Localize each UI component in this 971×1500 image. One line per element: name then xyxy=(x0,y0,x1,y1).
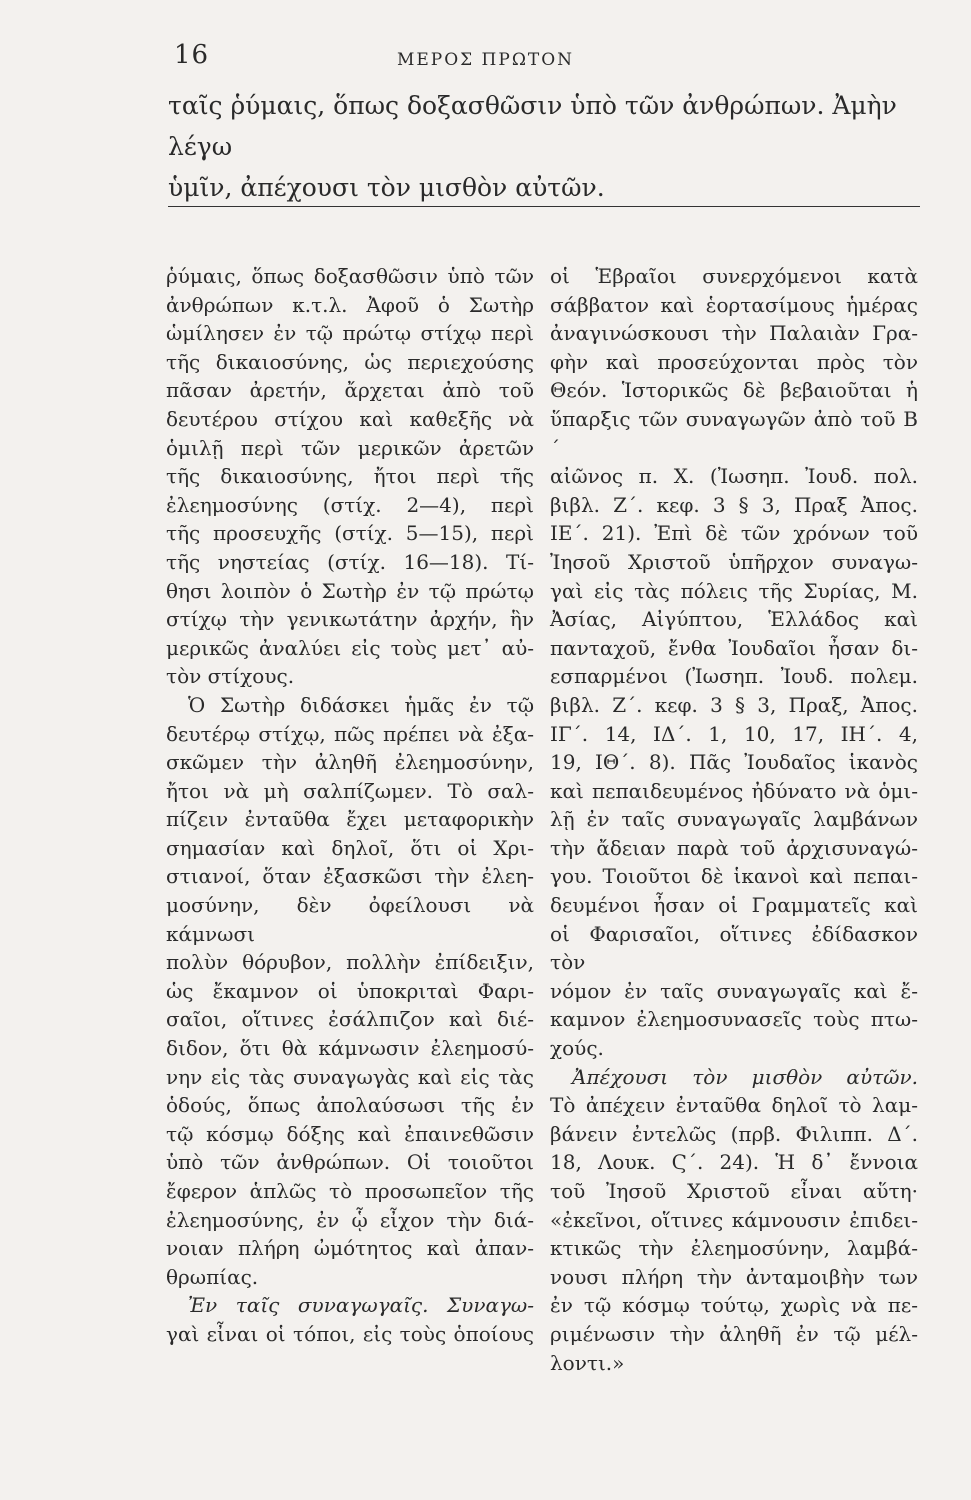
commentary-line: πολὺν θόρυβον, πολλὴν ἐπίδειξιν, xyxy=(166,950,534,975)
commentary-line: «ἐκεῖνοι, οἵτινες κάμνουσιν ἐπιδει- xyxy=(550,1207,918,1232)
commentary-line: λοντι.» xyxy=(550,1350,625,1375)
commentary-line: θησι λοιπὸν ὁ Σωτὴρ ἐν τῷ πρώτῳ xyxy=(166,578,534,603)
commentary-line: αἰῶνος π. Χ. (Ἰωσηπ. Ἰουδ. πολ. xyxy=(550,464,918,489)
commentary-line: λῇ ἐν ταῖς συναγωγαῖς λαμβάνων xyxy=(550,807,918,832)
commentary-line: σημασίαν καὶ δηλοῖ, ὅτι οἱ Χρι- xyxy=(166,835,534,860)
commentary-right-column xyxy=(550,262,918,1377)
commentary-line: ἐλεημοσύνης (στίχ. 2—4), περὶ xyxy=(166,492,534,517)
main-text xyxy=(168,85,938,208)
commentary-line: δευτέρῳ στίχῳ, πῶς πρέπει νὰ ἐξα- xyxy=(166,721,534,746)
commentary-line: οἱ Ἑβραῖοι συνερχόμενοι κατὰ xyxy=(550,264,918,288)
commentary-line: γου. Τοιοῦτοι δὲ ἱκανοὶ καὶ πεπαι- xyxy=(550,864,918,889)
main-text-line: ὑμῖν, ἀπέχουσι τὸν μισθὸν αὐτῶν. xyxy=(168,173,605,202)
commentary-line: Ἀπέχουσι τὸν μισθὸν αὐτῶν. xyxy=(572,1064,918,1089)
commentary-line: τῆς δικαιοσύνης, ἤτοι περὶ τῆς xyxy=(166,464,534,489)
main-text-line: ταῖς ῥύμαις, ὅπως δοξασθῶσιν ὑπὸ τῶν ἀνθρώπων. Ἀμὴν λέγω xyxy=(168,91,897,161)
commentary-line: σάββατον καὶ ἑορτασίμους ἡμέρας xyxy=(550,292,918,317)
commentary-line: Ὁ Σωτὴρ διδάσκει ἡμᾶς ἐν τῷ xyxy=(188,692,534,717)
commentary-line: φὴν καὶ προσεύχονται πρὸς τὸν xyxy=(550,349,918,374)
commentary-line: Ἐν ταῖς συναγωγαῖς. Συναγω- xyxy=(188,1293,534,1318)
commentary-line: ὁμιλῇ περὶ τῶν μερικῶν ἀρετῶν xyxy=(166,435,534,460)
commentary-line: ὑπὸ τῶν ἀνθρώπων. Οἱ τοιοῦτοι xyxy=(166,1150,534,1175)
commentary-line: θρωπίας. xyxy=(166,1264,259,1289)
commentary-line: στιανοί, ὅταν ἐξασκῶσι τὴν ἐλεη- xyxy=(166,864,534,889)
commentary-line: βάνειν ἐντελῶς (πρβ. Φιλιππ. Δ´. xyxy=(550,1121,918,1146)
commentary-line: ὁδούς, ὅπως ἀπολαύσωσι τῆς ἐν xyxy=(166,1093,534,1118)
commentary-line: τῆς δικαιοσύνης, ὡς περιεχούσης xyxy=(166,349,534,374)
commentary-line: ὕπαρξις τῶν συναγωγῶν ἀπὸ τοῦ Β´ xyxy=(550,406,918,460)
commentary-line: ὡς ἔκαμνον οἱ ὑποκριταὶ Φαρι- xyxy=(166,978,534,1003)
commentary-line: τοῦ Ἰησοῦ Χριστοῦ εἶναι αὕτη· xyxy=(550,1179,918,1203)
page-number: 16 xyxy=(174,40,210,70)
commentary-line: ἐν τῷ κόσμῳ τούτῳ, χωρὶς νὰ πε- xyxy=(550,1293,918,1318)
commentary-line: νόμον ἐν ταῖς συναγωγαῖς καὶ ἔ- xyxy=(550,978,918,1003)
commentary-line: βιβλ. Ζ´. κεφ. 3 § 3, Πραξ Ἀπος. xyxy=(550,492,918,517)
commentary-line: σκῶμεν τὴν ἀληθῆ ἐλεημοσύνην, xyxy=(166,750,534,775)
commentary-line: νην εἰς τὰς συναγωγὰς καὶ εἰς τὰς xyxy=(166,1064,534,1089)
commentary-line: τῆς προσευχῆς (στίχ. 5—15), περὶ xyxy=(166,521,534,546)
commentary-line: καὶ πεπαιδευμένος ἠδύνατο νὰ ὁμι- xyxy=(550,778,918,803)
commentary-line: κτικῶς τὴν ἐλεημοσύνην, λαμβά- xyxy=(550,1236,918,1261)
commentary-line: ἐλεημοσύνης, ἐν ᾧ εἶχον τὴν διά- xyxy=(166,1207,534,1232)
commentary-line: ὡμίλησεν ἐν τῷ πρώτῳ στίχῳ περὶ xyxy=(166,321,534,346)
commentary-line: ριμένωσιν τὴν ἀληθῆ ἐν τῷ μέλ- xyxy=(550,1321,918,1346)
commentary-line: Ἀσίας, Αἰγύπτου, Ἑλλάδος καὶ xyxy=(550,607,918,632)
commentary-line: Τὸ ἀπέχειν ἐνταῦθα δηλοῖ τὸ λαμ- xyxy=(550,1093,918,1118)
commentary-line: ΙΕ´. 21). Ἐπὶ δὲ τῶν χρόνων τοῦ xyxy=(550,521,918,546)
commentary-line: Ἰησοῦ Χριστοῦ ὑπῆρχον συναγω- xyxy=(550,549,918,574)
commentary-line: ἔφερον ἁπλῶς τὸ προσωπεῖον τῆς xyxy=(166,1179,534,1203)
commentary-line: πίζειν ἐνταῦθα ἔχει μεταφορικὴν xyxy=(166,807,534,832)
commentary-line: 18, Λουκ. Ϛ´. 24). Ἡ δ᾽ ἔννοια xyxy=(550,1150,918,1175)
commentary-line: Θεόν. Ἱστορικῶς δὲ βεβαιοῦται ἡ xyxy=(550,378,918,403)
commentary-line: καμνον ἐλεημοσυνασεῖς τοὺς πτω- xyxy=(550,1007,918,1032)
commentary-line: ἀνθρώπων κ.τ.λ. Ἀφοῦ ὁ Σωτὴρ xyxy=(166,292,534,317)
commentary-line: μερικῶς ἀναλύει εἰς τοὺς μετ᾽ αὐ- xyxy=(166,635,534,660)
commentary-line: τῆς νηστείας (στίχ. 16—18). Τί- xyxy=(166,549,534,574)
commentary-line: μοσύνην, δὲν ὀφείλουσι νὰ κάμνωσι xyxy=(166,893,534,946)
commentary-line: γαὶ εἰς τὰς πόλεις τῆς Συρίας, Μ. xyxy=(550,578,918,603)
commentary-line: διδον, ὅτι θὰ κάμνωσιν ἐλεημοσύ- xyxy=(166,1036,534,1061)
commentary-line: δευμένοι ἦσαν οἱ Γραμματεῖς καὶ xyxy=(550,893,918,918)
commentary-line: πανταχοῦ, ἔνθα Ἰουδαῖοι ἦσαν δι- xyxy=(550,635,918,660)
commentary-line: νοιαν πλήρη ὠμότητος καὶ ἀπαν- xyxy=(166,1236,534,1261)
commentary-line: τὸν στίχους. xyxy=(166,664,295,689)
commentary-line: χούς. xyxy=(550,1036,604,1061)
commentary-line: δευτέρου στίχου καὶ καθεξῆς νὰ xyxy=(166,406,534,431)
commentary-line: ἤτοι νὰ μὴ σαλπίζωμεν. Τὸ σαλ- xyxy=(166,778,534,803)
commentary-line: εσπαρμένοι (Ἰωσηπ. Ἰουδ. πολεμ. xyxy=(550,664,918,689)
commentary-line: τὴν ἄδειαν παρὰ τοῦ ἀρχισυναγώ- xyxy=(550,835,918,860)
commentary-line: ΙΓ´. 14, ΙΔ´. 1, 10, 17, ΙΗ´. 4, xyxy=(550,721,918,746)
running-head: ΜΕΡΟΣ ΠΡΩΤΟΝ xyxy=(396,50,575,70)
commentary-line: πᾶσαν ἀρετήν, ἄρχεται ἀπὸ τοῦ xyxy=(166,378,534,403)
commentary-line: στίχῳ τὴν γενικωτάτην ἀρχήν, ἣν xyxy=(166,607,534,632)
commentary-line: 19, ΙΘ´. 8). Πᾶς Ἰουδαῖος ἱκανὸς xyxy=(550,750,918,775)
commentary-line: σαῖοι, οἵτινες ἐσάλπιζον καὶ διέ- xyxy=(166,1007,534,1032)
commentary-line: γαὶ εἶναι οἱ τόποι, εἰς τοὺς ὁποίους xyxy=(166,1321,534,1346)
commentary-line: ῥύμαις, ὅπως δοξασθῶσιν ὑπὸ τῶν xyxy=(166,264,534,288)
commentary-left-column xyxy=(166,262,534,1349)
commentary-line: βιβλ. Ζ´. κεφ. 3 § 3, Πραξ, Ἀπος. xyxy=(550,692,918,717)
separator-rule xyxy=(168,206,920,207)
commentary-line: οἱ Φαρισαῖοι, οἵτινες ἐδίδασκον τὸν xyxy=(550,921,918,975)
commentary-line: νουσι πλήρη τὴν ἀνταμοιβὴν των xyxy=(550,1264,918,1289)
commentary-line: τῷ κόσμῳ δόξης καὶ ἐπαινεθῶσιν xyxy=(166,1121,534,1146)
commentary-line: ἀναγινώσκουσι τὴν Παλαιὰν Γρα- xyxy=(550,321,918,346)
